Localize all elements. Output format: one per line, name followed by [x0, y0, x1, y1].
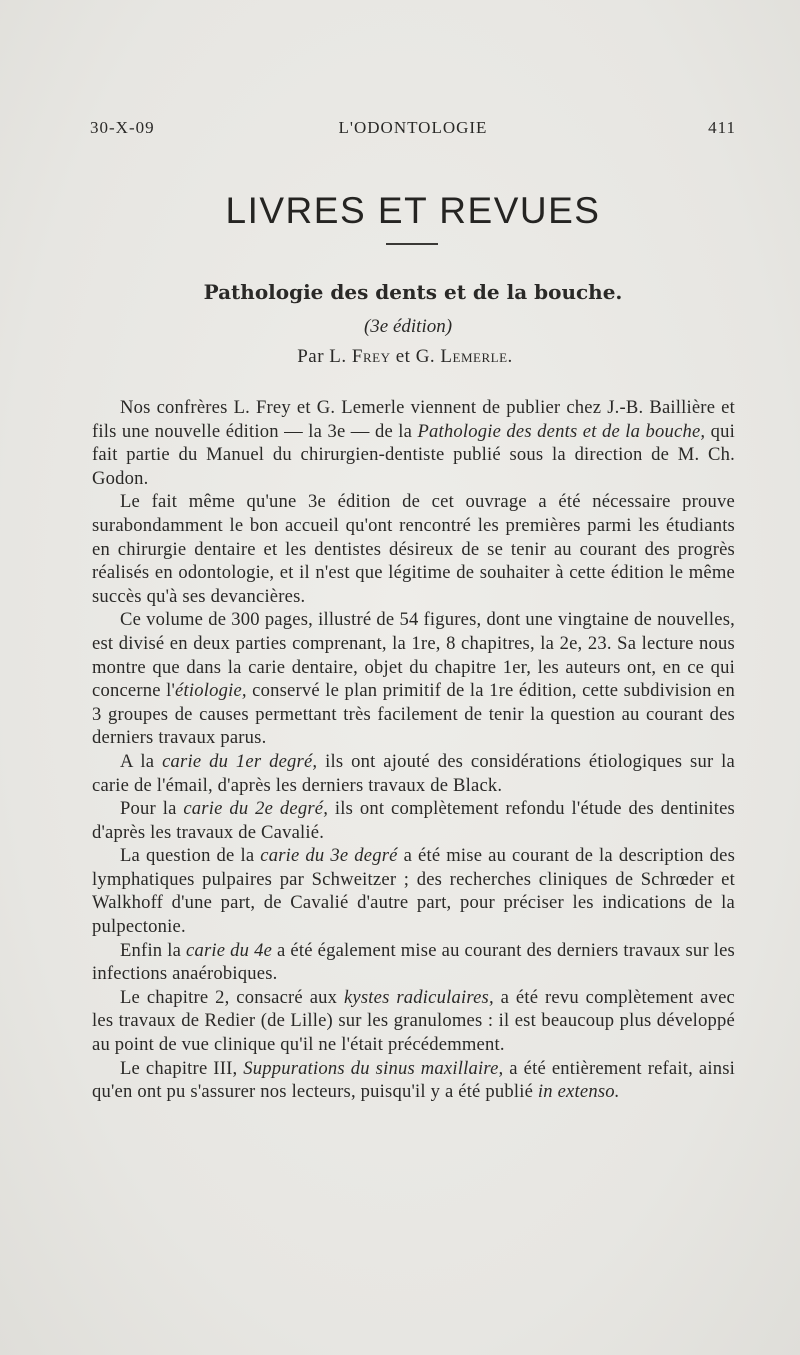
book-authors [0, 346, 800, 368]
review-body [92, 396, 735, 1104]
paragraph-9: Le chapitre III, Suppurations du sinus maxillaire, a été entièrement refait, ainsi qu'en ont pu s'assurer nos lecteurs, puisqu'il y a été publié in extenso. [92, 1057, 735, 1103]
book-title: Pathologie des dents et de la bouche. [203, 280, 623, 304]
running-head [90, 118, 736, 142]
paragraph-5: Pour la carie du 2e degré, ils ont complètement refondu l'étude des dentinites d'après les travaux de Cavalié. [92, 798, 735, 843]
section-title: LIVRES ET REVUES [225, 190, 601, 231]
paragraph-2: Le fait même qu'une 3e édition de cet ouvrage a été nécessaire prouve surabondamment le bon accueil qu'ont rencontré les premières parmi les étudiants en chirurgie dentaire et les dentistes désireux de se tenir au courant des progrès réalisés en odontologie, et il n'est que légitime de souhaiter à cette édition le même succès qu'à ses devancières. [92, 491, 735, 607]
paragraph-3: Ce volume de 300 pages, illustré de 54 figures, dont une vingtaine de nouvelles, est divisé en deux parties comprenant, la 1re, 8 chapitres, la 2e, 23. Sa lecture nous montre que dans la carie dentaire, objet du chapitre 1er, les auteurs ont, en ce qui concerne l'étiologie, conservé le plan primitif de la 1re édition, cette subdivision en 3 groupes de causes permettant très facilement de tenir la question au courant des derniers travaux parus. [92, 609, 735, 749]
paragraph-4: A la carie du 1er degré, ils ont ajouté des considérations étiologiques sur la carie de l'émail, d'après les derniers travaux de Black. [92, 750, 735, 796]
book-edition: (3e édition) [363, 316, 453, 337]
authors-mid: et G. [390, 346, 441, 367]
authors-suffix: . [507, 346, 513, 367]
page-number: 411 [708, 118, 736, 137]
title-rule [386, 243, 438, 245]
authors-prefix: Par L. [297, 346, 352, 367]
author-lemerle: Lemerle [440, 346, 508, 367]
issue-date: 30-X-09 [90, 118, 155, 137]
paragraph-8: Le chapitre 2, consacré aux kystes radiculaires, a été revu complètement avec les travaux de Redier (de Lille) sur les granulomes : il est beaucoup plus développé au point de vue clinique qu'il ne l'était précédemment. [92, 986, 736, 1056]
journal-name: L'ODONTOLOGIE [338, 118, 488, 137]
paragraph-7: Enfin la carie du 4e a été également mise au courant des derniers travaux sur les infections anaérobiques. [92, 939, 735, 985]
paragraph-1: Nos confrères L. Frey et G. Lemerle viennent de publier chez J.-B. Baillière et fils une nouvelle édition — la 3e — de la Pathologie des dents et de la bouche, qui fait partie du Manuel du chirurgien-dentiste publié sous la direction de M. Ch. Godon. [92, 397, 735, 489]
author-frey: Frey [351, 346, 391, 367]
paragraph-6: La question de la carie du 3e degré a été mise au courant de la description des lymphatiques pulpaires par Schweitzer ; des recherches cliniques de Schrœder et Walkhoff d'une part, de Cavalié d'autre part, pour préciser les indications de la pulpectonie. [92, 845, 736, 938]
